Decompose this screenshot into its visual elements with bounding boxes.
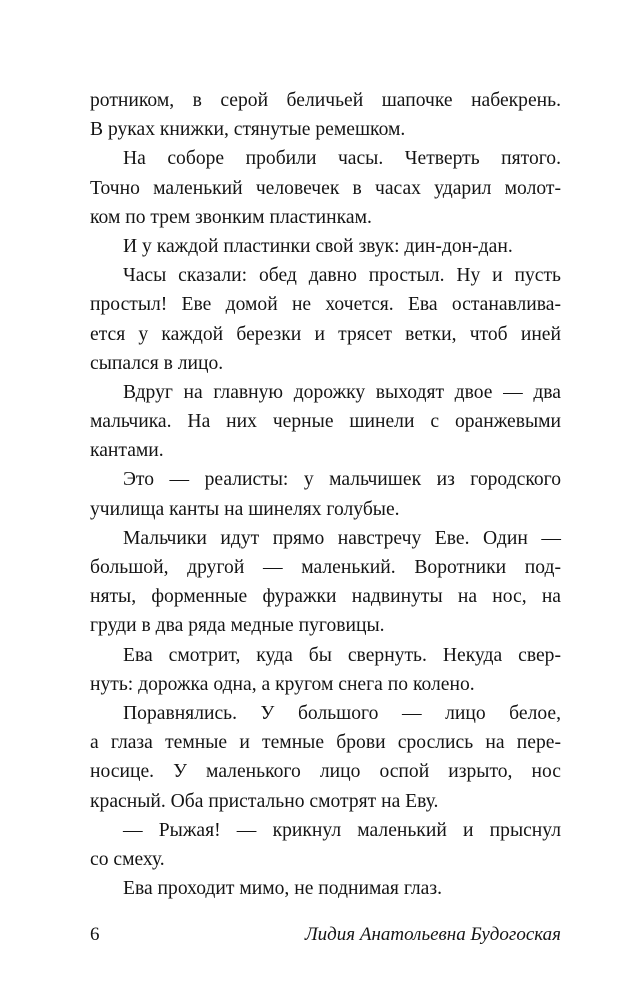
text-line: сыпался в лицо.	[90, 352, 224, 374]
text-line: няты, форменные фуражки надвинуты на нос, на	[90, 586, 561, 608]
text-line: красный. Оба пристально смотрят на Еву.	[90, 790, 439, 812]
text-line: На соборе пробили часы. Четверть пятого.	[123, 148, 561, 170]
text-line: простыл! Еве домой не хочется. Ева останавлива-	[90, 294, 561, 316]
text-line: носице. У маленького лицо оспой изрыто, нос	[90, 761, 561, 783]
text-line: со смеху.	[90, 848, 165, 870]
text-line: Ева смотрит, куда бы свернуть. Некуда свер-	[123, 644, 561, 666]
body-text	[90, 86, 561, 903]
text-line: кантами.	[90, 440, 164, 462]
text-line: груди в два ряда медные пуговицы.	[90, 615, 385, 637]
running-footer-author: Лидия Анатольевна Будогоская	[304, 924, 561, 945]
text-line: Поравнялись. У большого — лицо белое,	[123, 702, 561, 724]
text-line: училища канты на шинелях голубые.	[90, 498, 400, 520]
text-line: ком по трем звонким пластинкам.	[90, 206, 372, 228]
text-line: Мальчики идут прямо навстречу Еве. Один —	[123, 527, 561, 549]
text-line: большой, другой — маленький. Воротники под-	[90, 557, 561, 578]
text-line: нуть: дорожка одна, а кругом снега по колено.	[90, 673, 475, 695]
text-line: Точно маленький человечек в часах ударил молот-	[90, 177, 561, 199]
text-line: ротником, в серой беличьей шапочке набекрень.	[90, 90, 561, 111]
text-line: а глаза темные и темные брови срослись на пере-	[90, 732, 561, 754]
text-line: мальчика. На них черные шинели с оранжевыми	[90, 411, 561, 433]
text-line: Вдруг на главную дорожку выходят двое — два	[123, 381, 561, 403]
text-line: Ева проходит мимо, не поднимая глаз.	[123, 878, 442, 900]
text-line: Часы сказали: обед давно простыл. Ну и пусть	[123, 265, 561, 287]
text-line: Это — реалисты: у мальчишек из городского	[123, 469, 561, 491]
text-line: И у каждой пластинки свой звук: дин-дон-дан.	[123, 235, 513, 257]
text-line: ется у каждой березки и трясет ветки, чтоб иней	[90, 323, 561, 345]
page-number: 6	[90, 924, 100, 945]
text-line: В руках книжки, стянутые ремешком.	[90, 119, 406, 141]
text-line: — Рыжая! — крикнул маленький и прыснул	[123, 819, 561, 841]
